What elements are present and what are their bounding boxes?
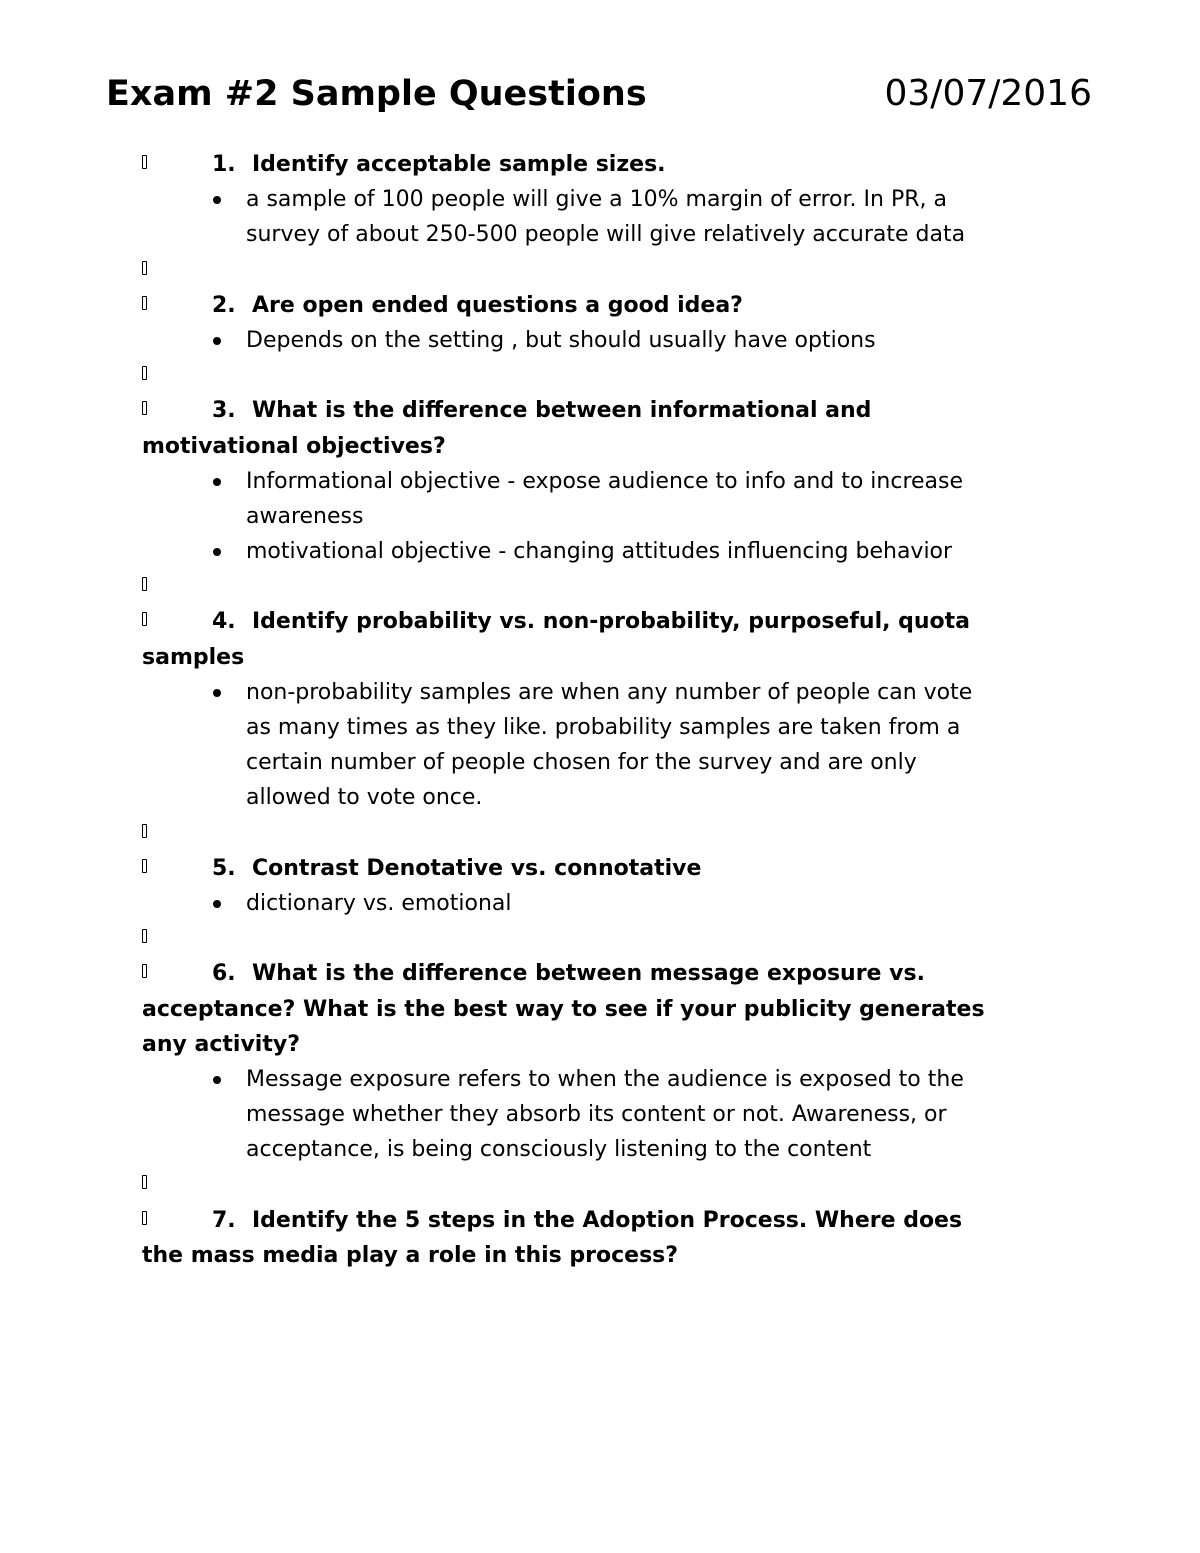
blank-line bbox=[142, 253, 1062, 288]
question-heading-continued bbox=[142, 992, 1062, 1027]
question-heading bbox=[142, 288, 1062, 323]
missing-glyph-box-icon bbox=[142, 824, 147, 838]
document-date: 03/07/2016 bbox=[884, 73, 1092, 114]
missing-glyph-box-icon bbox=[142, 859, 147, 873]
question-text: What is the difference between message exposure vs. bbox=[252, 961, 925, 987]
answer-text-line: non-probability samples are when any number of people can vote bbox=[246, 679, 973, 705]
blank-line bbox=[142, 816, 1062, 851]
missing-glyph-box-icon bbox=[142, 261, 147, 275]
question-heading bbox=[142, 1203, 1062, 1238]
answer-text-line: survey of about 250-500 people will give relatively accurate data bbox=[246, 222, 966, 248]
question-number: 6. bbox=[212, 961, 236, 987]
question-heading-continued bbox=[142, 640, 1062, 675]
missing-glyph-box-icon bbox=[142, 964, 147, 978]
missing-glyph-box-icon bbox=[142, 929, 147, 943]
question-text: Are open ended questions a good idea? bbox=[252, 292, 743, 318]
question-number: 3. bbox=[212, 398, 236, 424]
question-text: Contrast Denotative vs. connotative bbox=[252, 855, 702, 881]
question-text: Identify the 5 steps in the Adoption Process. Where does bbox=[252, 1207, 963, 1233]
question-text: Identify acceptable sample sizes. bbox=[252, 152, 666, 177]
question-number: 2. bbox=[212, 292, 236, 318]
question-heading-continued bbox=[142, 429, 1062, 464]
missing-glyph-box-icon bbox=[142, 401, 147, 415]
question-text: the mass media play a role in this process? bbox=[142, 1242, 679, 1268]
question-text: any activity? bbox=[142, 1031, 300, 1057]
question-text: motivational objectives? bbox=[142, 433, 446, 459]
question-number: 4. bbox=[212, 609, 236, 635]
answer-bullet-item bbox=[142, 1062, 1062, 1168]
missing-glyph-box-icon bbox=[142, 612, 147, 626]
answer-text-line: awareness bbox=[246, 503, 364, 529]
question-heading bbox=[142, 851, 1062, 886]
question-heading bbox=[142, 147, 1062, 182]
question-heading-continued bbox=[142, 1238, 1062, 1273]
document-header bbox=[106, 72, 1092, 122]
answer-text-line: motivational objective - changing attitudes influencing behavior bbox=[246, 539, 953, 565]
answer-bullet-item bbox=[142, 464, 1062, 534]
answer-text-line: certain number of people chosen for the survey and are only bbox=[246, 750, 917, 776]
answer-text-line: a sample of 100 people will give a 10% margin of error. In PR, a bbox=[246, 187, 947, 213]
blank-line bbox=[142, 921, 1062, 956]
answer-text-line: acceptance, is being consciously listening to the content bbox=[246, 1137, 872, 1163]
answer-text-line: dictionary vs. emotional bbox=[246, 890, 512, 916]
page-title: Exam #2 Sample Questions bbox=[106, 74, 647, 114]
missing-glyph-box-icon bbox=[142, 155, 147, 169]
question-text: What is the difference between informational and bbox=[252, 398, 872, 424]
missing-glyph-box-icon bbox=[142, 1211, 147, 1225]
question-heading bbox=[142, 956, 1062, 991]
question-number: 1. bbox=[212, 152, 236, 177]
question-number: 7. bbox=[212, 1207, 236, 1233]
answer-text-line: allowed to vote once. bbox=[246, 785, 483, 811]
answer-bullet-item bbox=[142, 675, 1062, 816]
question-text: samples bbox=[142, 644, 245, 670]
blank-line bbox=[142, 1167, 1062, 1202]
blank-line bbox=[142, 569, 1062, 604]
answer-bullet-item bbox=[142, 534, 1062, 569]
question-heading bbox=[142, 393, 1062, 428]
question-heading-continued bbox=[142, 1027, 1062, 1062]
missing-glyph-box-icon bbox=[142, 296, 147, 310]
answer-bullet-item bbox=[142, 182, 1062, 252]
missing-glyph-box-icon bbox=[142, 1175, 147, 1189]
answer-text-line: as many times as they like. probability samples are taken from a bbox=[246, 715, 961, 740]
question-heading bbox=[142, 604, 1062, 639]
missing-glyph-box-icon bbox=[142, 366, 147, 380]
answer-text-line: Informational objective - expose audience to info and to increase bbox=[246, 468, 964, 494]
question-number: 5. bbox=[212, 855, 236, 881]
answer-text-line: Depends on the setting , but should usually have options bbox=[246, 327, 876, 353]
answer-text-line: Message exposure refers to when the audience is exposed to the bbox=[246, 1066, 964, 1092]
blank-line bbox=[142, 358, 1062, 393]
answer-text-line: message whether they absorb its content or not. Awareness, or bbox=[246, 1102, 947, 1128]
answer-bullet-item bbox=[142, 886, 1062, 921]
question-text: acceptance? What is the best way to see if your publicity generates bbox=[142, 996, 985, 1022]
missing-glyph-box-icon bbox=[142, 577, 147, 591]
answer-bullet-item bbox=[142, 323, 1062, 358]
question-list bbox=[142, 147, 1062, 1273]
question-text: Identify probability vs. non-probability, purposeful, quota bbox=[252, 609, 971, 635]
